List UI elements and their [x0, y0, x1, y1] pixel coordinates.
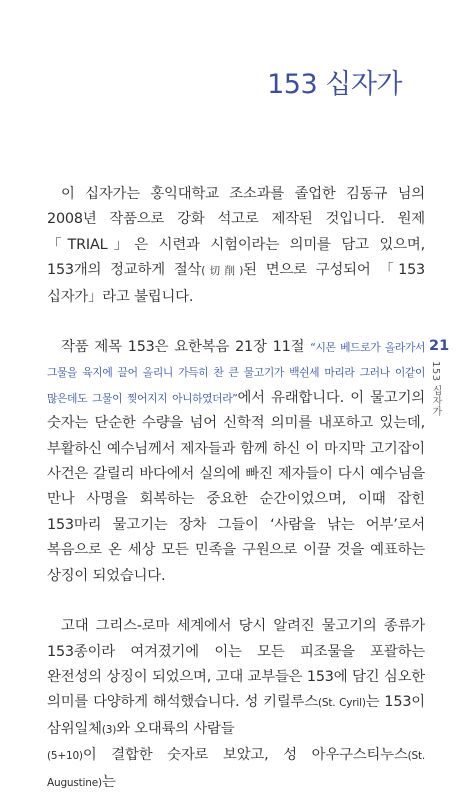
paragraph-2-text: 작품 제목 153은 요한복음 21장 11절 [61, 339, 311, 356]
paragraph-1 [47, 182, 425, 310]
paragraph-3-text-2: 는 153이 삼위일체 [47, 694, 425, 737]
paragraph-2-text-end: 에서 유래합니다. 이 물고기의 숫자는 단순한 수량을 넘어 신학적 의미를 내포하고 있는데, 부활하신 예수님께서 제자들과 함께 하신 이 마지막 고기잡이 사건은 갈릴리 바다에서 실의에 빠진 제자들이 다시 예수님을 만나 사명을 회복하는 중요한 순간이었으며, 이때 잡힌 153마리 물고기는 장차 그들이 ‘사람을 낚는 어부’로서 복음으로 온 세상 모든 민족을 구원으로 이끌 것을 예표하는 상징이 되었습니다. [47, 389, 425, 584]
running-head: 153 십자가 [430, 361, 441, 417]
latin-name-cyril: (St. Cyril) [317, 697, 366, 710]
paragraph-1-text: 이 십자가는 홍익대학교 조소과를 졸업한 김동규 님의 2008년 작품으로 강화 석고로 제작된 것입니다. 원제 「TRIAL」은 시련과 시험이라는 의미를 담고 있으며, 153개의 정교하게 절삭 [47, 186, 425, 279]
paragraph-3-text-4: 이 결합한 숫자로 보았고, 성 아우구스티누스 [82, 747, 408, 764]
paragraph-3-text: 고대 그리스-로마 세계에서 당시 알려진 물고기의 종류가 153종이라 여겨졌기에 이는 모든 피조물을 포괄하는 완전성의 상징이 되었으며, 고대 교부들은 153에 담긴 심오한 의미를 다양하게 해석했습니다. 성 키릴루스 [47, 618, 425, 711]
hanja-annotation: (切削) [201, 265, 244, 278]
body-text [47, 182, 425, 796]
page-title: 153 십자가 [267, 69, 402, 100]
paragraph-2 [47, 335, 425, 589]
latin-name-augustine: (St. Augustine) [47, 750, 425, 789]
paragraph-3-text-3: 와 오대륙의 사람들 [116, 720, 235, 737]
trinity-number: (3) [101, 723, 117, 736]
page-number: 21 [429, 338, 450, 354]
continents-number: (5+10) [47, 750, 83, 763]
scripture-quote: “시몬 베드로가 올라가서 그물을 육지에 끌어 올리니 가득히 찬 큰 물고기가 백쉰세 마리라 그러나 이같이 많은데도 그물이 찢어지지 아니하였더라” [47, 341, 425, 405]
paragraph-1-text-end: 된 면으로 구성되어 「153 십자가」라고 불립니다. [47, 262, 425, 305]
paragraph-3-text-5: 는 [101, 773, 116, 790]
paragraph-3 [47, 614, 425, 796]
